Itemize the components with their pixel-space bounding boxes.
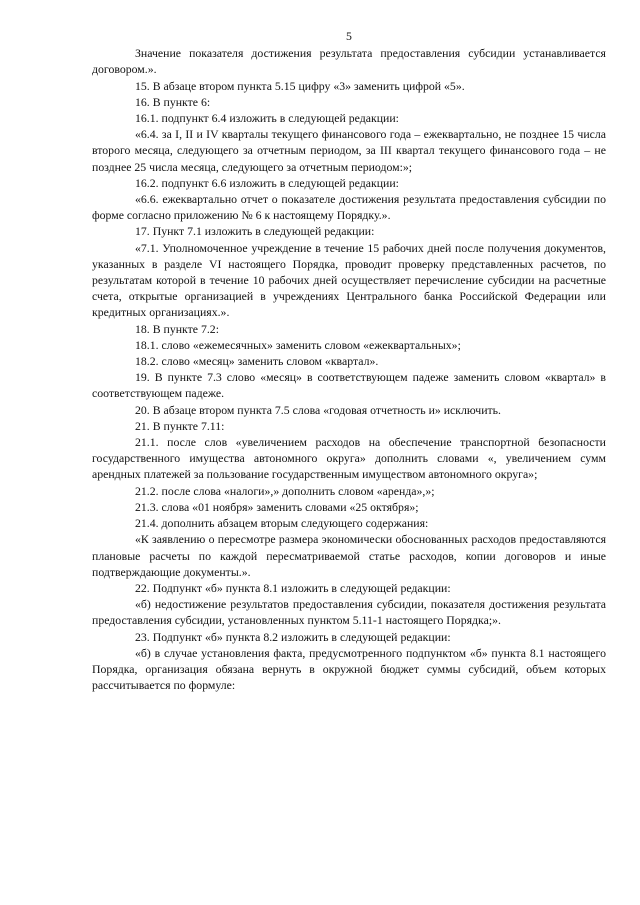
paragraph: 21.4. дополнить абзацем вторым следующего содержания: <box>135 516 429 531</box>
page-number: 5 <box>346 29 352 43</box>
paragraph: 18.1. слово «ежемесячных» заменить словом «ежеквартальных»; <box>135 337 461 352</box>
paragraph: 18.2. слово «месяц» заменить словом «квартал». <box>135 354 379 369</box>
paragraph: 16. В пункте 6: <box>135 94 211 109</box>
paragraph: 19. В пункте 7.3 слово «месяц» в соответствующем падеже заменить словом «квартал» в соответствующем падеже. <box>92 370 606 401</box>
paragraph: 21. В пункте 7.11: <box>135 418 225 433</box>
paragraph: 21.1. после слов «увеличением расходов на обеспечение транспортной безопасности государственного имущества автономного округа» дополнить словами «, увеличением сумм арендных платежей за пользование государственным имуществом автономного округа»; <box>92 435 606 482</box>
paragraph: «7.1. Уполномоченное учреждение в течение 15 рабочих дней после получения документов, указанных в разделе VI настоящего Порядка, проводит проверку представленных расчетов, по результатам которой в течение 10 рабочих дней осуществляет перечисление субсидии на расчетные счета, открытые организацией в учреждениях Центрального банка Российской Федерации или кредитных организациях.». <box>92 240 606 320</box>
paragraph: 18. В пункте 7.2: <box>135 321 219 336</box>
paragraph: 23. Подпункт «б» пункта 8.2 изложить в следующей редакции: <box>135 629 451 644</box>
paragraph: «6.4. за I, II и IV кварталы текущего финансового года – ежеквартально, не позднее 15 числа второго месяца, следующего за отчетным периодом, за III квартал текущего финансового года – не позднее 25 числа месяца, следующего за отчетным периодом:»; <box>92 127 606 174</box>
paragraph: 15. В абзаце втором пункта 5.15 цифру «3» заменить цифрой «5». <box>135 78 465 93</box>
paragraph: «б) недостижение результатов предоставления субсидии, показателя достижения результата предоставления субсидии, установленных пунктом 5.11-1 настоящего Порядка;». <box>92 597 606 628</box>
paragraph: «К заявлению о пересмотре размера экономически обоснованных расходов предоставляются плановые расчеты по каждой пересматриваемой статье расходов, копии договоров и иные подтверждающие документы.». <box>92 532 606 579</box>
document-body <box>92 45 606 693</box>
paragraph: 21.2. после слова «налоги»,» дополнить словом «аренда»,»; <box>135 483 435 498</box>
paragraph: 16.1. подпункт 6.4 изложить в следующей редакции: <box>135 111 399 126</box>
paragraph: 17. Пункт 7.1 изложить в следующей редакции: <box>135 224 375 239</box>
paragraph: «6.6. ежеквартально отчет о показателе достижения результата предоставления субсидии по форме согласно приложению № 6 к настоящему Порядку.». <box>92 192 606 223</box>
paragraph: 16.2. подпункт 6.6 изложить в следующей редакции: <box>135 175 399 190</box>
paragraph: 22. Подпункт «б» пункта 8.1 изложить в следующей редакции: <box>135 580 451 595</box>
paragraph: 20. В абзаце втором пункта 7.5 слова «годовая отчетность и» исключить. <box>135 402 502 417</box>
paragraph: 21.3. слова «01 ноября» заменить словами «25 октября»; <box>135 499 419 514</box>
paragraph: «б) в случае установления факта, предусмотренного подпунктом «б» пункта 8.1 настоящего Порядка, организация обязана вернуть в окружной бюджет суммы субсидий, объем которых рассчитывается по формуле: <box>92 645 606 693</box>
paragraph: Значение показателя достижения результата предоставления субсидии устанавливается договором.». <box>92 46 606 77</box>
